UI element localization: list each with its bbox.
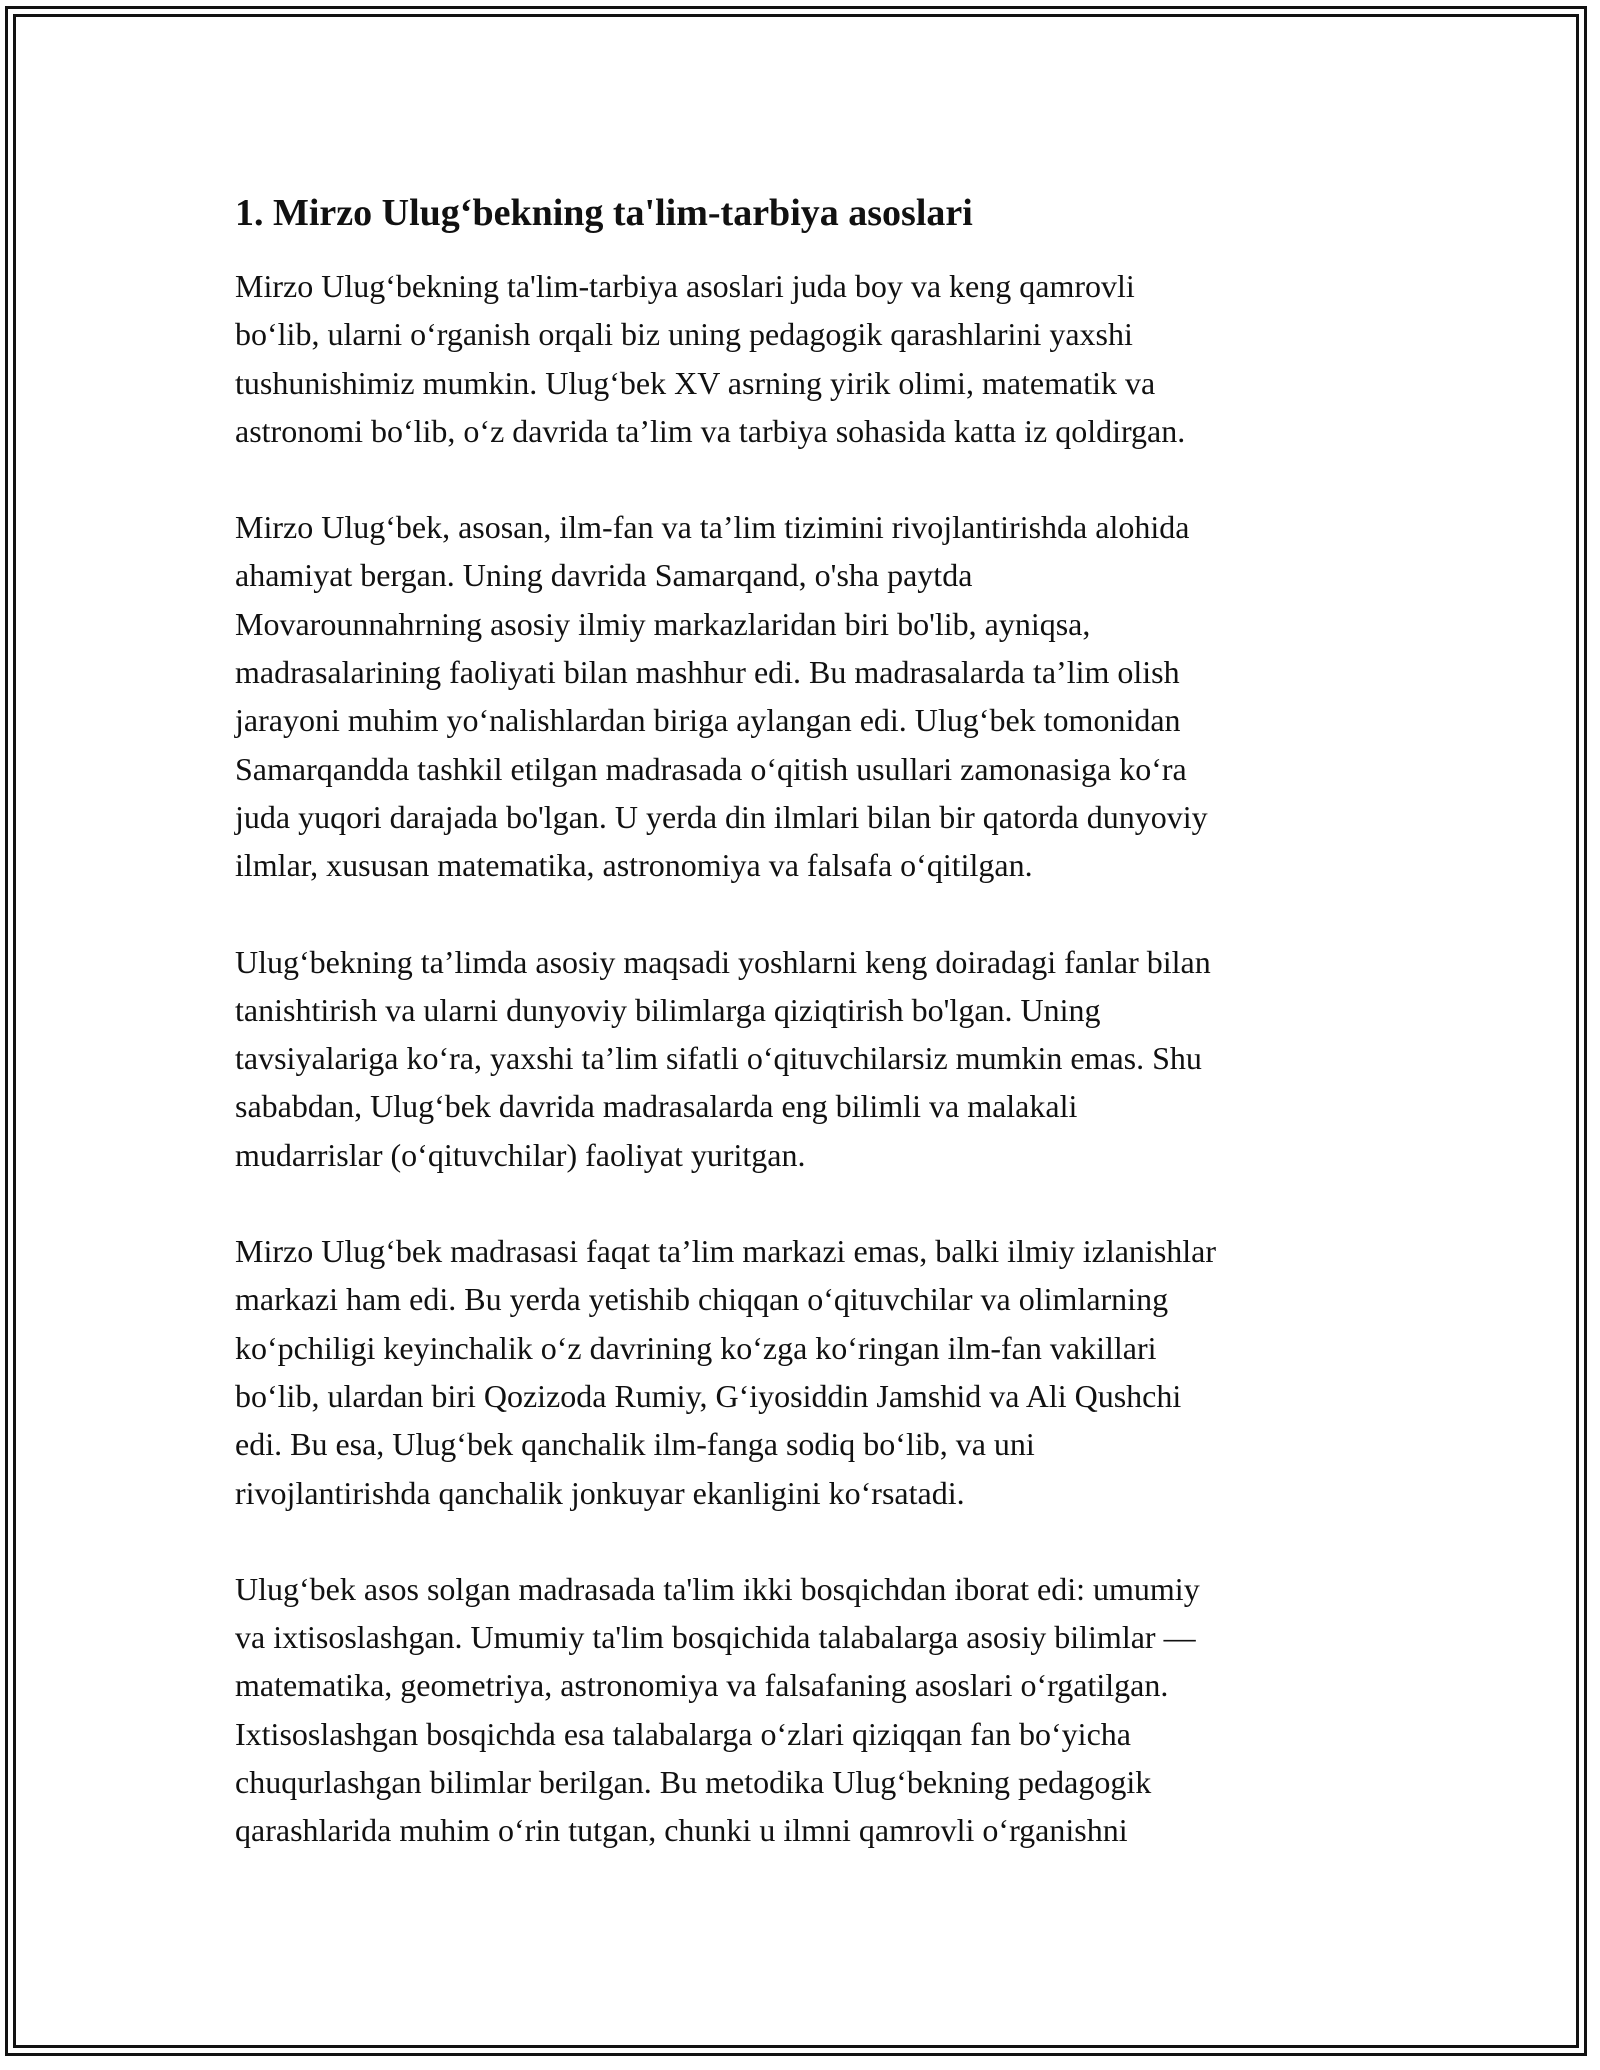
paragraph-2 xyxy=(235,503,1375,889)
text-line: ilmlar, xususan matematika, astronomiya va falsafa o‘qitilgan. xyxy=(235,847,1033,884)
text-line: Movarounnahrning asosiy ilmiy markazlaridan biri bo'lib, ayniqsa, xyxy=(235,605,1091,642)
text-line: juda yuqori darajada bo'lgan. U yerda din ilmlari bilan bir qatorda dunyoviy xyxy=(235,798,1208,835)
text-line: ko‘pchiligi keyinchalik o‘z davrining ko‘zga ko‘ringan ilm-fan vakillari xyxy=(235,1329,1157,1366)
text-line: Ixtisoslashgan bosqichda esa talabalarga o‘zlari qiziqqan fan bo‘yicha xyxy=(235,1715,1131,1752)
text-line: Mirzo Ulug‘bekning ta'lim-tarbiya asoslari juda boy va keng qamrovli xyxy=(235,268,1135,304)
text-line: chuqurlashgan bilimlar berilgan. Bu metodika Ulug‘bekning pedagogik xyxy=(235,1764,1152,1801)
text-line: Mirzo Ulug‘bek madrasasi faqat ta’lim markazi emas, balki ilmiy izlanishlar xyxy=(235,1233,1217,1270)
paragraph-4 xyxy=(235,1227,1375,1517)
text-line: astronomi bo‘lib, o‘z davrida ta’lim va tarbiya sohasida katta iz qoldirgan. xyxy=(235,412,1186,449)
text-line: Ulug‘bek asos solgan madrasada ta'lim ikki bosqichdan iborat edi: umumiy xyxy=(235,1570,1200,1607)
text-line: qarashlarida muhim o‘rin tutgan, chunki u ilmni qamrovli o‘rganishni xyxy=(235,1812,1128,1849)
text-line: sababdan, Ulug‘bek davrida madrasalarda eng bilimli va malakali xyxy=(235,1088,1078,1125)
text-line: bo‘lib, ulardan biri Qozizoda Rumiy, G‘iyosiddin Jamshid va Ali Qushchi xyxy=(235,1377,1182,1414)
text-line: tavsiyalariga ko‘ra, yaxshi ta’lim sifatli o‘qituvchilarsiz mumkin emas. Shu xyxy=(235,1040,1202,1077)
document-body xyxy=(235,188,1375,1903)
paragraph-5 xyxy=(235,1565,1375,1855)
text-line: Samarqandda tashkil etilgan madrasada o‘qitish usullari zamonasiga ko‘ra xyxy=(235,750,1187,787)
paragraph-1 xyxy=(235,262,1375,455)
text-line: madrasalarining faoliyati bilan mashhur edi. Bu madrasalarda ta’lim olish xyxy=(235,654,1180,691)
text-line: ahamiyat bergan. Uning davrida Samarqand, o'sha paytda xyxy=(235,557,973,594)
paragraph-3 xyxy=(235,938,1375,1179)
text-line: jarayoni muhim yo‘nalishlardan biriga aylangan edi. Ulug‘bek tomonidan xyxy=(235,702,1181,739)
text-line: mudarrislar (o‘qituvchilar) faoliyat yuritgan. xyxy=(235,1136,806,1173)
section-heading: 1. Mirzo Ulug‘bekning ta'lim-tarbiya asoslari xyxy=(235,192,973,234)
text-line: rivojlantirishda qanchalik jonkuyar ekanligini ko‘rsatadi. xyxy=(235,1474,965,1511)
text-line: Mirzo Ulug‘bek, asosan, ilm-fan va ta’lim tizimini rivojlantirishda alohida xyxy=(235,509,1190,546)
text-line: markazi ham edi. Bu yerda yetishib chiqqan o‘qituvchilar va olimlarning xyxy=(235,1281,1169,1318)
text-line: matematika, geometriya, astronomiya va falsafaning asoslari o‘rgatilgan. xyxy=(235,1667,1169,1704)
text-line: Ulug‘bekning ta’limda asosiy maqsadi yoshlarni keng doiradagi fanlar bilan xyxy=(235,943,1211,980)
text-line: tushunishimiz mumkin. Ulug‘bek XV asrning yirik olimi, matematik va xyxy=(235,364,1156,401)
text-line: tanishtirish va ularni dunyoviy bilimlarga qiziqtirish bo'lgan. Uning xyxy=(235,991,1101,1028)
text-line: edi. Bu esa, Ulug‘bek qanchalik ilm-fanga sodiq bo‘lib, va uni xyxy=(235,1426,1035,1463)
text-line: bo‘lib, ularni o‘rganish orqali biz uning pedagogik qarashlarini yaxshi xyxy=(235,316,1133,353)
text-line: va ixtisoslashgan. Umumiy ta'lim bosqichida talabalarga asosiy bilimlar — xyxy=(235,1619,1196,1656)
